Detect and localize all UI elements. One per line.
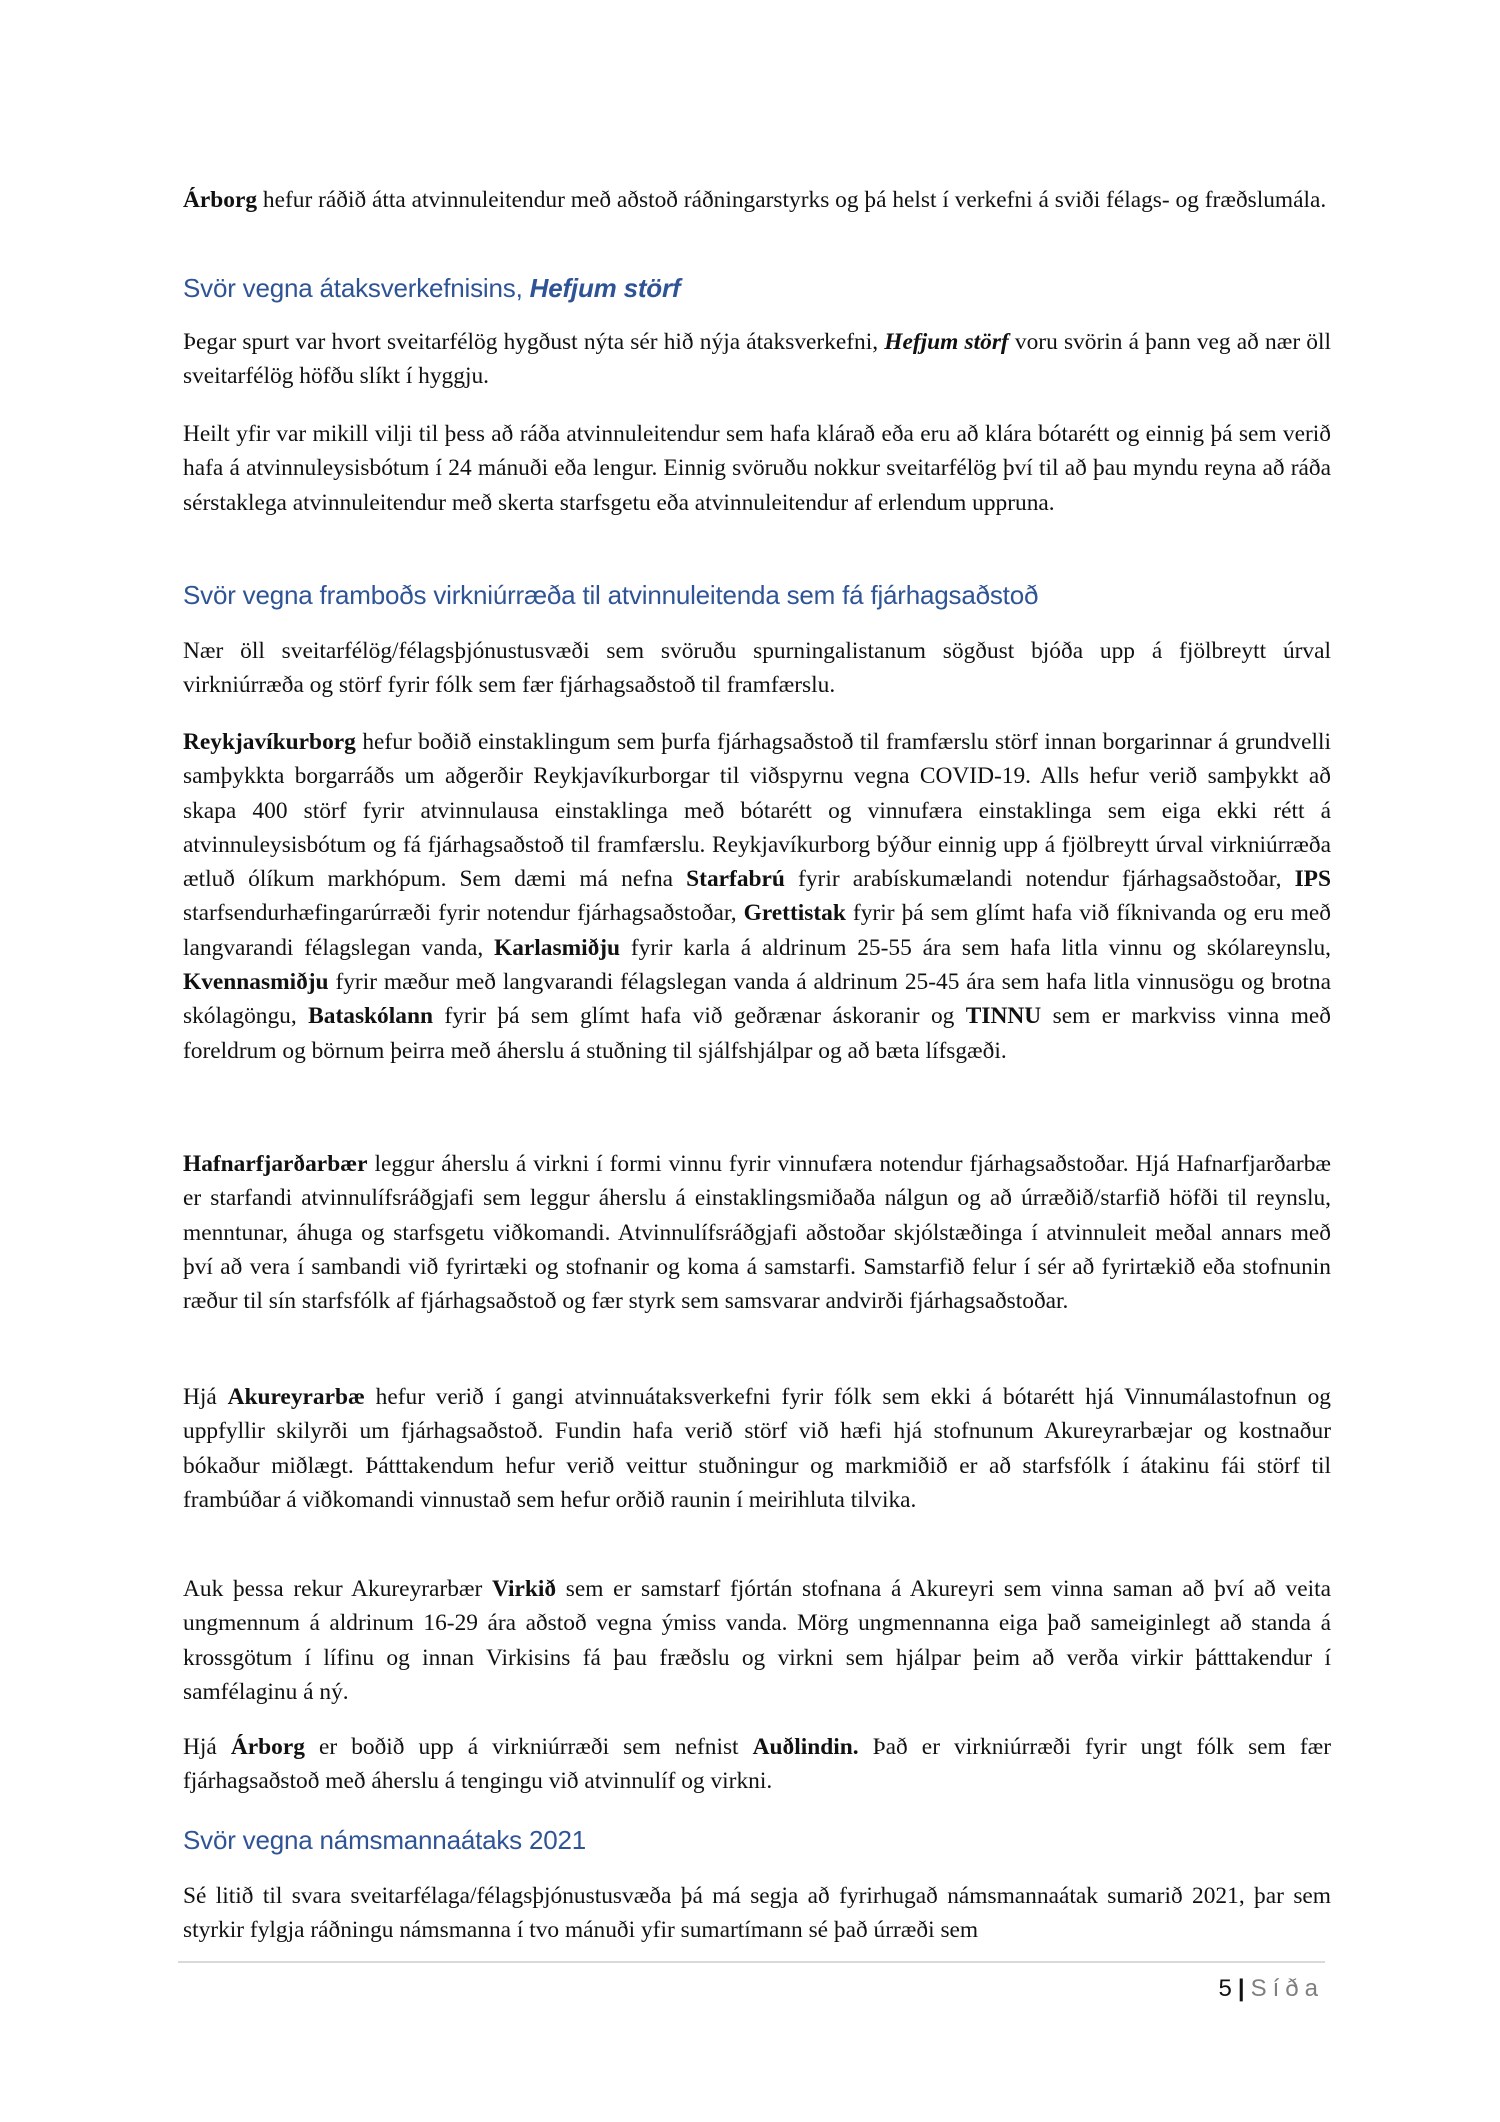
text-segment: Það er virkniúrræði fyrir ungt fólk sem fær fjárhagsaðstoð með áherslu á tengingu við atvinnulíf og virkni. [183, 1734, 1331, 1795]
program-name: Auðlindin. [752, 1734, 859, 1760]
paragraph-municipalities-offer [183, 634, 1331, 703]
footer-divider [178, 1961, 1325, 1963]
paragraph-hefjum-storf-answers [183, 325, 1331, 394]
paragraph-reykjavikurborg [183, 725, 1331, 1068]
program-name: Kvennasmiðju [183, 969, 329, 996]
program-name: Hefjum störf [884, 329, 1009, 355]
program-name: IPS [1294, 866, 1331, 893]
text-segment: hefur verið í gangi atvinnuátaksverkefni fyrir fólk sem ekki á bótarétt hjá Vinnumálastofnun og uppfyllir skilyrði um fjárhagsaðstoð. Fundin hafa verið störf við hæfi hjá stofnunum Akureyrarbæjar og kostnaður bókaður miðlægt. Þátttakendum hefur verið veittur stuðningur og markmiðið er að starfsfólk í átakinu fái störf til frambúðar á viðkomandi vinnustað sem hefur orðið raunin í meirihluta tilvika. [183, 1384, 1332, 1513]
text-segment: hefur boðið einstaklingum sem þurfa fjárhagsaðstoð til framfærslu störf innan borgarinnar á grundvelli samþykkta borgarráðs um aðgerðir Reykjavíkurborgar til viðspyrnu vegna COVID-19. Alls hefur verið samþykkt að skapa 400 störf fyrir atvinnulausa einstaklinga með bótarétt og vinnufæra einstaklinga sem eiga ekki rétt á atvinnuleysisbótum og fá fjárhagsaðstoð til framfærslu. Reykjavíkurborg býður einnig upp á fjölbreytt úrval virkniúrræða ætluð ólíkum markhópum. Sem dæmi má nefna [183, 729, 1331, 893]
text-segment: sem er markviss vinna með foreldrum og börnum þeirra með áherslu á stuðning til sjálfshjálpar og að bæta lífsgæði. [183, 1003, 1331, 1064]
program-name: Starfabrú [686, 866, 785, 893]
text-segment: Heilt yfir var mikill vilji til þess að ráða atvinnuleitendur sem hafa klárað eða eru að klára bótarétt og einnig þá sem verið hafa á atvinnuleysisbótum í 24 mánuði eða lengur. Einnig svöruðu nokkur sveitarfélög því til að þau myndu reyna að ráða sérstaklega atvinnuleitendur með skerta starfsgetu eða atvinnuleitendur af erlendum uppruna. [183, 421, 1331, 516]
page-number-value: 5 [1218, 1975, 1232, 2002]
program-name: Virkið [492, 1576, 557, 1602]
program-name: Grettistak [743, 900, 846, 927]
program-name: TINNU [965, 1003, 1042, 1030]
text-segment: Þegar spurt var hvort sveitarfélög hygðust nýta sér hið nýja átaksverkefni, [183, 329, 885, 355]
org-name: Akureyrarbæ [227, 1384, 365, 1410]
paragraph-arborg-hiring [183, 183, 1331, 217]
text-segment: leggur áherslu á virkni í formi vinnu fyrir vinnufæra notendur fjárhagsaðstoðar. Hjá Hafnarfjarðarbæ er starfandi atvinnulífsráðgjafi sem leggur áherslu á einstaklingsmiðaða nálgun og að úrræðið/starfið höfði til reynslu, menntunar, áhuga og starfsgetu viðkomandi. Atvinnulífsráðgjafi aðstoðar skjólstæðinga í atvinnuleit meðal annars með því að vera í sambandi við fyrirtæki og stofnanir og koma á samstarfi. Samstarfið felur í sér að fyrirtækið eða stofnunin ræður til sín starfsfólk af fjárhagsaðstoð og fær styrk sem samsvarar andvirði fjárhagsaðstoðar. [183, 1151, 1331, 1315]
page-word-label: Síða [1250, 1975, 1324, 2002]
section-heading-student-initiative [183, 1822, 1331, 1858]
org-name: Hafnarfjarðarbær [183, 1151, 368, 1177]
org-name: Reykjavíkurborg [183, 729, 356, 755]
text-segment: voru svörin á þann veg að nær öll sveitarfélög höfðu slíkt í hyggju. [183, 329, 1331, 390]
org-name: Árborg [183, 187, 258, 213]
text-segment: Sé litið til svara sveitarfélaga/félagsþjónustusvæða þá má segja að fyrirhugað námsmannaátak sumarið 2021, þar sem styrkir fylgja ráðningu námsmanna í tvo mánuði yfir sumartímann sé það úrræði sem [183, 1883, 1331, 1944]
text-segment: er boðið upp á virkniúrræði sem nefnist [304, 1734, 753, 1760]
text-segment: sem er samstarf fjórtán stofnana á Akureyri sem vinna saman að því að veita ungmennum á aldrinum 16-29 ára aðstoð vegna ýmiss vanda. Mörg ungmennanna eiga það sameiginlegt að standa á krossgötum í lífinu og innan Virkisins fá þau fræðslu og virkni sem hjálpar þeim að verða virkir þátttakendur í samfélaginu á ný. [183, 1576, 1331, 1705]
text-segment: fyrir þá sem glímt hafa við fíknivanda og eru með langvarandi félagslegan vanda, [183, 900, 1331, 961]
text-segment: fyrir karla á aldrinum 25-55 ára sem hafa litla vinnu og skólareynslu, [620, 934, 1331, 961]
heading-text: Svör vegna námsmannaátaks 2021 [183, 1825, 587, 1855]
program-name: Bataskólann [308, 1003, 433, 1030]
text-segment: fyrir þá sem glímt hafa við geðrænar áskoranir og [432, 1003, 966, 1030]
heading-emphasis: Hefjum störf [529, 273, 681, 303]
paragraph-arborg-audlindin [183, 1730, 1331, 1799]
section-heading-activity-measures [183, 577, 1331, 613]
paragraph-hiring-willingness [183, 417, 1331, 520]
text-segment: Auk þessa rekur Akureyrarbær [183, 1576, 492, 1602]
program-name: Karlasmiðju [494, 934, 621, 961]
heading-text: Svör vegna framboðs virkniúrræða til atvinnuleitenda sem fá fjárhagsaðstoð [183, 580, 1039, 610]
text-segment: Hjá [183, 1384, 228, 1410]
org-name: Árborg [230, 1734, 305, 1760]
text-segment: Hjá [183, 1734, 231, 1760]
text-segment: hefur ráðið átta atvinnuleitendur með aðstoð ráðningarstyrks og þá helst í verkefni á sviði félags- og fræðslumála. [257, 187, 1327, 213]
text-segment: fyrir arabískumælandi notendur fjárhagsaðstoðar, [784, 866, 1295, 893]
text-segment: fyrir mæður með langvarandi félagslegan vanda á aldrinum 25-45 ára sem hafa litla vinnusögu og brotna skólagöngu, [183, 969, 1331, 1030]
page-number [1219, 1974, 1324, 2004]
page-number-separator: | [1237, 1975, 1245, 2002]
text-segment: starfsendurhæfingarúrræði fyrir notendur fjárhagsaðstoðar, [183, 900, 744, 927]
paragraph-akureyrarbaer [183, 1380, 1331, 1517]
heading-text: Svör vegna átaksverkefnisins, [183, 273, 530, 303]
paragraph-hafnarfjardarbaer [183, 1147, 1331, 1318]
paragraph-virkid [183, 1572, 1331, 1709]
paragraph-student-initiative [183, 1879, 1331, 1948]
text-segment: Nær öll sveitarfélög/félagsþjónustusvæði sem svöruðu spurningalistanum sögðust bjóða upp á fjölbreytt úrval virkniúrræða og störf fyrir fólk sem fær fjárhagsaðstoð til framfærslu. [183, 638, 1331, 699]
section-heading-hefjum-storf [183, 270, 1331, 306]
